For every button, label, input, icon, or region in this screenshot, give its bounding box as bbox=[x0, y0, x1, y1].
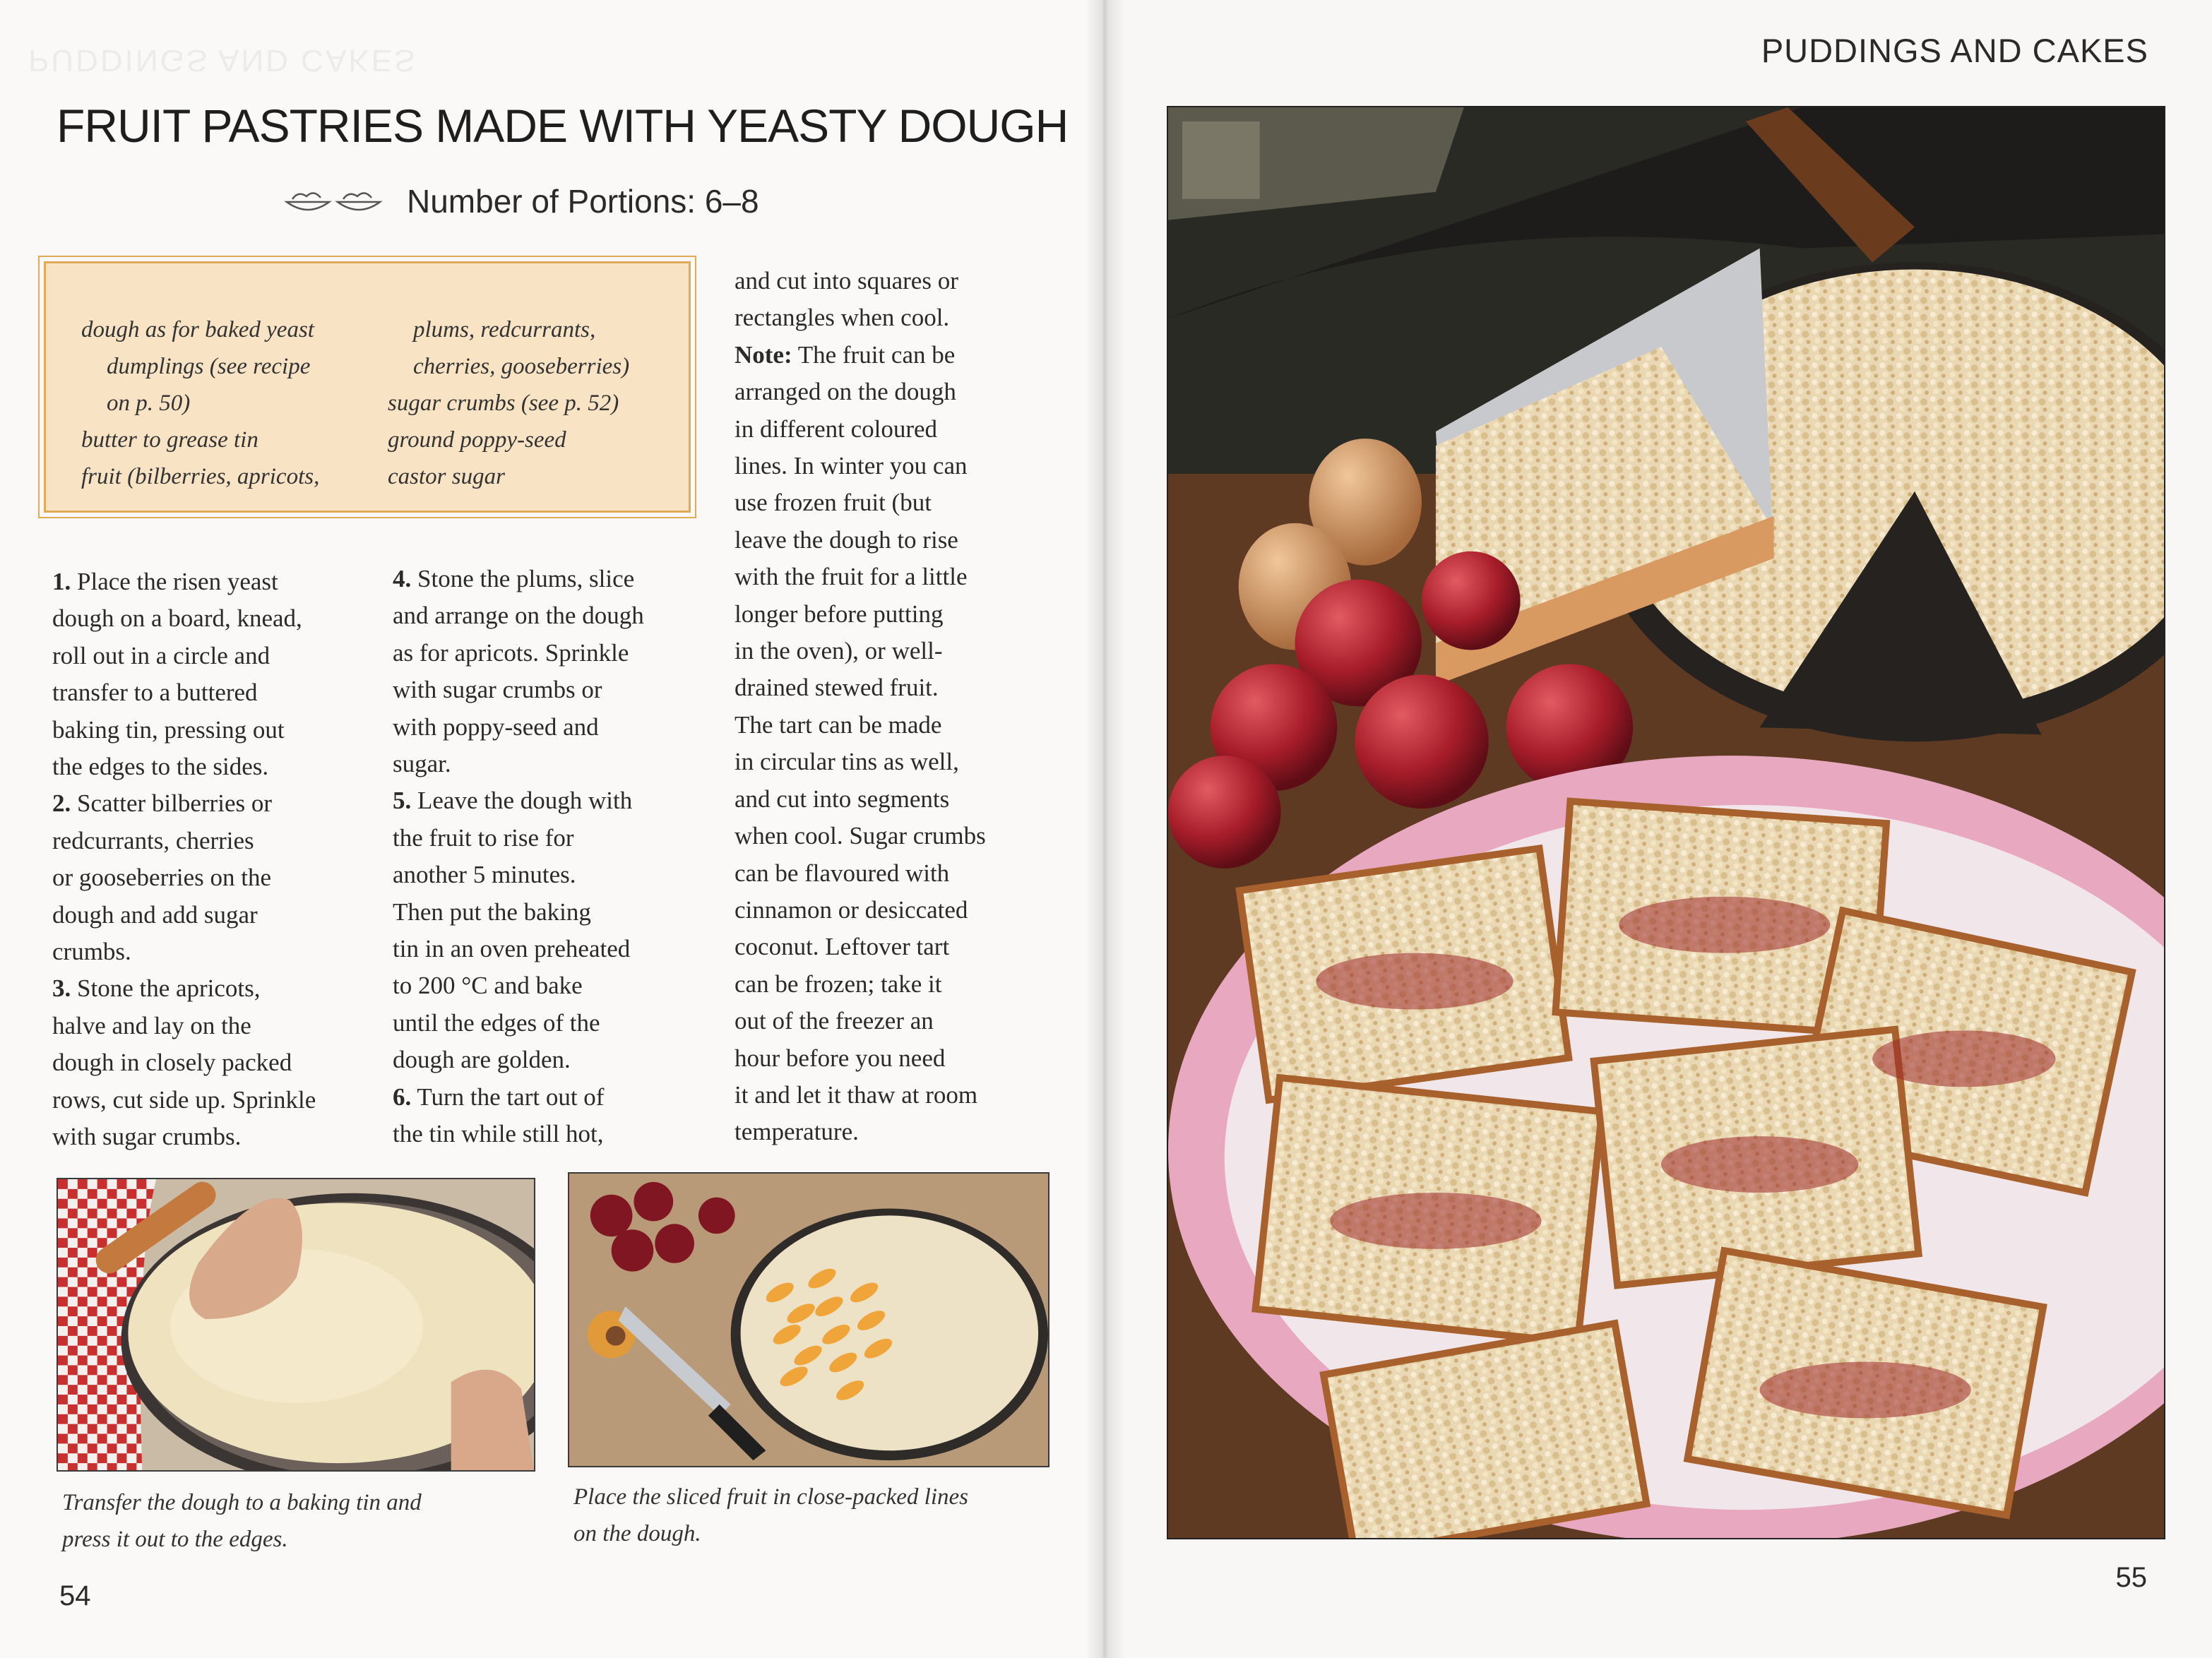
method-line bbox=[735, 299, 986, 336]
method-text: in the oven), or well- bbox=[735, 637, 943, 665]
page-number-right: 55 bbox=[2115, 1562, 2147, 1593]
method-line bbox=[52, 785, 316, 822]
method-text: can be flavoured with bbox=[735, 859, 950, 887]
step-label: Note: bbox=[735, 340, 792, 369]
method-text: halve and lay on the bbox=[52, 1011, 251, 1039]
method-line bbox=[52, 1119, 316, 1155]
ingredient-line: castor sugar bbox=[388, 464, 505, 489]
method-text: transfer to a buttered bbox=[52, 679, 258, 707]
step-label: 1. bbox=[52, 568, 71, 595]
method-text: in circular tins as well, bbox=[735, 748, 959, 776]
ingredient-line: dumplings (see recipe bbox=[107, 354, 311, 379]
method-text: can be frozen; take it bbox=[735, 970, 942, 998]
method-text: The fruit can be bbox=[792, 340, 956, 369]
method-line bbox=[393, 1079, 644, 1116]
method-line bbox=[735, 707, 986, 744]
method-line bbox=[52, 638, 316, 674]
portions-row bbox=[283, 182, 759, 220]
method-line bbox=[393, 672, 644, 708]
method-text: dough on a board, knead, bbox=[52, 604, 302, 633]
method-text: and cut into segments bbox=[735, 785, 950, 813]
running-head: PUDDINGS AND CAKES bbox=[1761, 32, 2148, 69]
method-line bbox=[735, 966, 986, 1003]
method-text: the fruit to rise for bbox=[393, 823, 574, 852]
show-through-text: PUDDINGS AND CAKES bbox=[28, 43, 417, 78]
method-text: longer before putting bbox=[735, 600, 944, 628]
method-line bbox=[735, 1003, 986, 1039]
method-line bbox=[735, 818, 986, 854]
method-line bbox=[52, 563, 316, 600]
portion-bowls-icon bbox=[283, 184, 388, 219]
method-line bbox=[735, 781, 986, 818]
method-line bbox=[393, 1005, 644, 1042]
method-line bbox=[735, 1040, 986, 1077]
step-label: 6. bbox=[393, 1083, 412, 1111]
method-line bbox=[735, 744, 986, 780]
method-line bbox=[393, 857, 644, 893]
method-text: coconut. Leftover tart bbox=[735, 933, 950, 961]
method-line bbox=[735, 374, 986, 410]
method-text: use frozen fruit (but bbox=[735, 489, 932, 517]
ingredient-line: plums, redcurrants, bbox=[413, 317, 596, 342]
method-text: Turn the tart out of bbox=[411, 1083, 605, 1111]
method-line bbox=[52, 823, 316, 859]
method-text: with poppy-seed and bbox=[393, 712, 599, 741]
method-line bbox=[393, 597, 644, 634]
method-text: Leave the dough with bbox=[411, 787, 633, 815]
method-line bbox=[735, 929, 986, 965]
method-line bbox=[735, 633, 986, 669]
right-page bbox=[1102, 0, 2212, 1658]
method-text: until the edges of the bbox=[393, 1008, 600, 1037]
method-text: out of the freezer an bbox=[735, 1007, 934, 1035]
ingredient-line: cherries, gooseberries) bbox=[413, 354, 630, 379]
method-line bbox=[735, 337, 986, 374]
method-text: with sugar crumbs. bbox=[52, 1123, 242, 1151]
method-line bbox=[735, 263, 986, 299]
method-text: Stone the apricots, bbox=[71, 974, 261, 1003]
left-page bbox=[0, 0, 1102, 1658]
caption-line: on the dough. bbox=[573, 1521, 701, 1546]
method-column-2 bbox=[393, 561, 644, 1153]
method-line bbox=[393, 635, 644, 672]
method-line bbox=[393, 1042, 644, 1078]
ingredients-box bbox=[44, 261, 691, 513]
step-label: 2. bbox=[52, 789, 71, 818]
method-line bbox=[52, 749, 316, 785]
step-label: 3. bbox=[52, 974, 71, 1003]
method-line bbox=[735, 559, 986, 595]
method-text: roll out in a circle and bbox=[52, 641, 270, 669]
method-line bbox=[735, 411, 986, 448]
fruit-pastries-photo bbox=[1167, 106, 2165, 1539]
method-line bbox=[393, 1116, 644, 1152]
step-label: 4. bbox=[393, 565, 412, 592]
method-line bbox=[735, 484, 986, 521]
method-line bbox=[52, 1044, 316, 1081]
method-text: Scatter bilberries or bbox=[71, 789, 273, 818]
method-line bbox=[735, 669, 986, 706]
ingredient-line: butter to grease tin bbox=[81, 427, 258, 453]
method-text: another 5 minutes. bbox=[393, 861, 576, 889]
method-text: drained stewed fruit. bbox=[735, 674, 939, 702]
method-text: the edges to the sides. bbox=[52, 753, 269, 781]
caption-line: Place the sliced fruit in close-packed lines bbox=[573, 1484, 968, 1510]
method-line bbox=[393, 967, 644, 1004]
method-line bbox=[393, 820, 644, 857]
sliced-fruit-photo bbox=[568, 1172, 1049, 1467]
page-number-left: 54 bbox=[59, 1580, 91, 1611]
method-line bbox=[52, 859, 316, 896]
method-text: tin in an oven preheated bbox=[393, 935, 631, 963]
method-text: lines. In winter you can bbox=[735, 452, 968, 480]
ingredient-line: fruit (bilberries, apricots, bbox=[81, 464, 320, 489]
method-text: rows, cut side up. Sprinkle bbox=[52, 1085, 316, 1114]
method-text: it and let it thaw at room bbox=[735, 1080, 978, 1109]
method-text: when cool. Sugar crumbs bbox=[735, 822, 986, 850]
ingredient-line: sugar crumbs (see p. 52) bbox=[388, 390, 619, 416]
method-line bbox=[52, 1082, 316, 1119]
method-text: Then put the baking bbox=[393, 897, 591, 926]
method-line bbox=[393, 931, 644, 967]
method-text: leave the dough to rise bbox=[735, 525, 958, 554]
photo1-caption bbox=[62, 1484, 422, 1558]
method-column-1 bbox=[52, 563, 316, 1156]
dough-in-tin-photo bbox=[57, 1178, 535, 1472]
method-text: to 200 °C and bake bbox=[393, 972, 583, 1000]
ingredient-line: ground poppy-seed bbox=[388, 427, 566, 453]
book-gutter bbox=[1085, 0, 1124, 1658]
caption-line: Transfer the dough to a baking tin and bbox=[62, 1490, 422, 1515]
method-text: and arrange on the dough bbox=[393, 602, 644, 630]
method-text: baking tin, pressing out bbox=[52, 715, 285, 744]
method-text: temperature. bbox=[735, 1118, 859, 1146]
method-text: cinnamon or desiccated bbox=[735, 895, 968, 924]
method-line bbox=[735, 522, 986, 559]
step-label: 5. bbox=[393, 787, 412, 815]
method-line bbox=[393, 782, 644, 819]
method-text: and cut into squares or bbox=[735, 267, 958, 294]
method-line bbox=[52, 897, 316, 934]
ingredients-column-2 bbox=[388, 311, 684, 495]
method-line bbox=[52, 970, 316, 1007]
method-line bbox=[735, 1077, 986, 1114]
method-line bbox=[52, 712, 316, 749]
ingredients-column-1 bbox=[81, 311, 378, 495]
ingredient-line: dough as for baked yeast bbox=[81, 317, 314, 342]
method-text: or gooseberries on the bbox=[52, 864, 272, 892]
method-text: redcurrants, cherries bbox=[52, 826, 254, 854]
method-text: with the fruit for a little bbox=[735, 563, 968, 591]
method-text: dough in closely packed bbox=[52, 1049, 292, 1077]
method-text: crumbs. bbox=[52, 938, 131, 966]
method-text: the tin while still hot, bbox=[393, 1120, 604, 1148]
method-text: as for apricots. Sprinkle bbox=[393, 638, 629, 667]
caption-line: press it out to the edges. bbox=[62, 1527, 288, 1552]
method-column-3 bbox=[735, 263, 986, 1151]
method-text: in different coloured bbox=[735, 415, 938, 443]
method-line bbox=[393, 561, 644, 597]
method-text: hour before you need bbox=[735, 1044, 946, 1072]
method-text: arranged on the dough bbox=[735, 378, 956, 406]
method-line bbox=[393, 746, 644, 782]
method-text: The tart can be made bbox=[735, 710, 942, 739]
method-text: dough and add sugar bbox=[52, 900, 258, 929]
recipe-title: FRUIT PASTRIES MADE WITH YEASTY DOUGH bbox=[57, 100, 1069, 152]
method-line bbox=[735, 596, 986, 633]
method-line bbox=[735, 1114, 986, 1150]
method-text: with sugar crumbs or bbox=[393, 676, 602, 704]
ingredient-line: on p. 50) bbox=[107, 390, 191, 416]
photo2-caption bbox=[573, 1479, 968, 1552]
method-line bbox=[52, 674, 316, 711]
method-text: Stone the plums, slice bbox=[411, 565, 635, 592]
portions-text: Number of Portions: 6–8 bbox=[407, 183, 759, 220]
method-line bbox=[393, 894, 644, 931]
method-line bbox=[735, 855, 986, 892]
method-line bbox=[52, 600, 316, 637]
method-text: Place the risen yeast bbox=[71, 568, 278, 595]
method-line bbox=[735, 448, 986, 484]
method-text: sugar. bbox=[393, 750, 451, 778]
method-line bbox=[52, 934, 316, 970]
method-line bbox=[735, 892, 986, 929]
method-text: dough are golden. bbox=[393, 1046, 571, 1074]
method-line bbox=[52, 1008, 316, 1044]
method-text: rectangles when cool. bbox=[735, 304, 950, 332]
method-line bbox=[393, 709, 644, 746]
